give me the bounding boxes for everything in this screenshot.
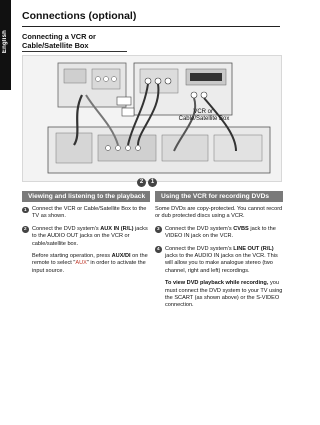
section-divider	[22, 51, 127, 52]
recording-column	[155, 191, 283, 315]
playback-while-recording-tip: To view DVD playback while recording, you must connect the DVD system to your TV using the SCART (as shown above) or the S-VIDEO connection.	[165, 280, 283, 309]
title-divider	[22, 26, 280, 27]
device-label-line2: Cable/Satellite Box	[178, 116, 230, 122]
step-number: 4	[156, 246, 160, 252]
playback-section-header: Viewing and listening to the playback	[22, 191, 150, 202]
step-number: 3	[156, 226, 160, 232]
aux-selection-note: Before starting operation, press AUX/DI on the remote to select "AUX" in order to activate the input source.	[32, 253, 148, 274]
step-text-start: Connect the DVD system's	[32, 225, 101, 232]
recording-section-header: Using the VCR for recording DVDs	[155, 191, 283, 202]
copy-protection-note: Some DVDs are copy-protected. You cannot record or dub protected discs using a VCR.	[155, 206, 283, 220]
step-1	[22, 206, 150, 221]
cvbs-jack-label: CVBS	[233, 225, 249, 232]
vcr-device-icon	[134, 63, 232, 115]
aux-source-label: AUX	[75, 260, 87, 267]
connection-diagram	[22, 55, 280, 180]
step-callout-2: 2	[137, 178, 146, 187]
section-title: Connecting a VCR or Cable/Satellite Box	[22, 32, 96, 50]
step-text: Connect the VCR or Cable/Satellite Box to the TV as shown.	[32, 206, 147, 220]
step-text-end: jacks to the AUDIO OUT jacks on the VCR or cable/satellite box.	[32, 225, 148, 247]
step-callout-1: 1	[148, 178, 157, 187]
step-3: 3 Connect the DVD system's CVBS jack to the VIDEO IN jack on the VCR.	[156, 225, 276, 240]
language-side-tab	[0, 0, 11, 90]
step-4: 4 Connect the DVD system's LINE OUT (R/L) jacks to the AUDIO IN jacks on the VCR. This will allow you to make analogue stereo (two channel, right and left) recordings.	[156, 245, 278, 274]
playback-column	[22, 191, 150, 280]
aux-di-button-label: AUX/DI	[111, 253, 131, 260]
language-label: English	[2, 30, 8, 54]
device-label-line1: VCR or	[193, 109, 213, 115]
aux-in-jack-label: AUX IN (R/L)	[100, 225, 134, 232]
step-number: 1	[23, 206, 27, 212]
line-out-jack-label: LINE OUT (R/L)	[233, 245, 274, 252]
step-2	[22, 226, 150, 248]
tv-icon	[58, 63, 126, 107]
page-title: Connections (optional)	[22, 10, 137, 22]
step-number: 2	[23, 226, 27, 232]
